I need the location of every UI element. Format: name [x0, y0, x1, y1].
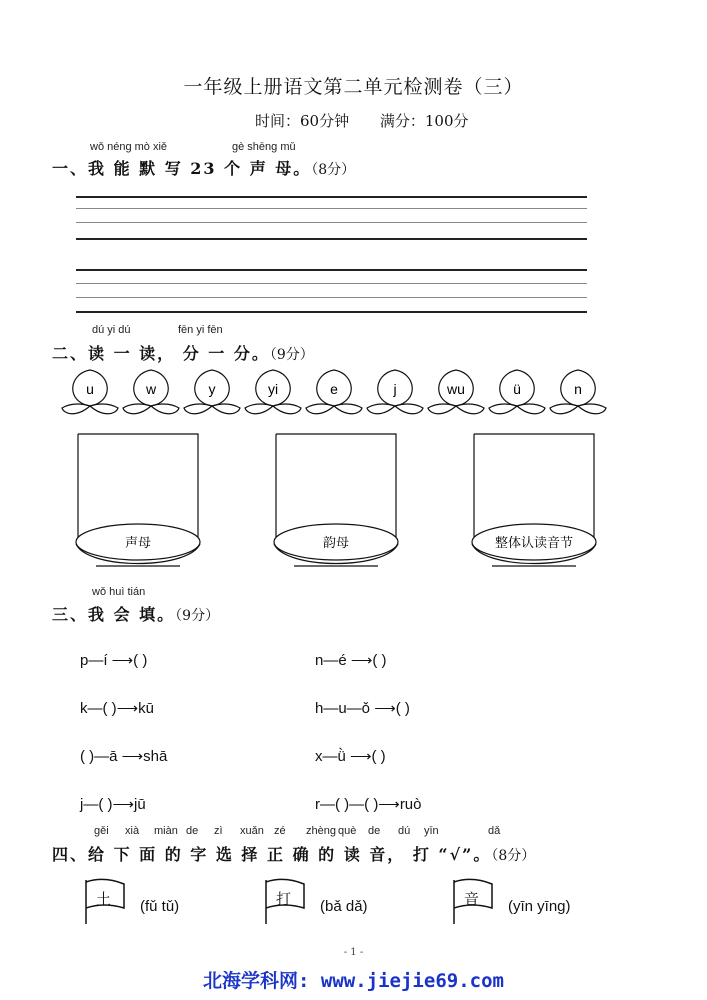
s4-pinyin: gěi [94, 825, 109, 837]
page-number: - 1 - [343, 947, 364, 958]
peach-label: w [145, 381, 157, 397]
fill-item-4[interactable]: h—u—ǒ ⟶( ) [315, 700, 410, 717]
char-options[interactable]: (fǔ tǔ) [140, 898, 180, 915]
writing-line [76, 311, 587, 313]
char-options[interactable]: (bǎ dǎ) [320, 898, 368, 915]
exam-meta [255, 110, 495, 131]
fill-item-7[interactable]: j—( )⟶jū [80, 796, 146, 813]
s4-pinyin: dǎ [488, 825, 501, 837]
char-item-2 [264, 878, 368, 930]
peach-card[interactable] [123, 370, 179, 414]
bowl-box[interactable] [274, 434, 398, 566]
fill-item-6[interactable]: x—ǜ ⟶( ) [315, 748, 386, 765]
s4-heading [52, 842, 535, 865]
s1-pinyin-1: wǒ néng mò xiě [90, 141, 168, 153]
s4-pinyin: zé [274, 825, 286, 837]
peach-label: u [86, 381, 94, 397]
peach-label: e [330, 381, 338, 397]
bowl-box[interactable] [472, 434, 596, 566]
bowl-label: 声母 [124, 536, 152, 551]
bowl-row [70, 430, 610, 580]
time-limit: 时间：60分钟 [255, 112, 350, 130]
peach-card[interactable] [367, 370, 423, 414]
s2-heading [52, 341, 314, 364]
char-item-1 [84, 878, 180, 930]
s3-score: （9分） [175, 608, 220, 624]
peach-card[interactable] [62, 370, 118, 414]
s1-heading-text: 一、我 能 默 写 23 个 声 母。 [52, 159, 312, 178]
peach-row [60, 366, 620, 422]
s1-score: （8分） [311, 162, 356, 178]
char: 土 [96, 890, 112, 908]
s4-pinyin: zhèng [306, 825, 336, 837]
page-title: 一年级上册语文第二单元检测卷（三） [183, 76, 524, 98]
writing-line [76, 297, 587, 298]
peach-card[interactable] [306, 370, 362, 414]
s3-heading-text: 三、我 会 填。 [52, 605, 176, 624]
s4-pinyin: dú [398, 825, 411, 837]
s4-pinyin: xuǎn [240, 825, 264, 837]
bowl-box[interactable] [76, 434, 200, 566]
bowl-label: 韵母 [322, 536, 350, 551]
fill-item-3[interactable]: k—( )⟶kū [80, 700, 155, 717]
s2-heading-text: 二、读 一 读， 分 一 分。 [52, 344, 270, 363]
s4-pinyin: zì [214, 825, 223, 837]
fill-item-1[interactable]: p—í ⟶( ) [80, 652, 148, 669]
s4-pinyin: què [338, 825, 357, 837]
peach-label: yi [267, 381, 279, 397]
peach-label: n [574, 381, 582, 397]
writing-line [76, 208, 587, 209]
s3-heading [52, 602, 219, 625]
peach-label: ü [513, 381, 521, 397]
s4-pinyin: xià [125, 825, 140, 837]
peach-label: wu [447, 381, 465, 397]
peach-card[interactable] [489, 370, 545, 414]
writing-line [76, 269, 587, 271]
s4-pinyin: yīn [424, 825, 439, 837]
peach-card[interactable] [184, 370, 240, 414]
fill-item-8[interactable]: r—( )—( )⟶ruò [315, 796, 422, 813]
peach-label: j [393, 381, 397, 397]
s1-heading [52, 156, 355, 179]
s4-score: （8分） [491, 848, 536, 864]
writing-line [76, 222, 587, 223]
char-options[interactable]: (yīn yīng) [508, 898, 571, 915]
s4-pinyin: de [186, 825, 199, 837]
peach-label: y [208, 381, 216, 397]
char: 打 [276, 890, 292, 908]
bowl-label: 整体认读音节 [494, 536, 574, 551]
char-item-3 [452, 878, 571, 930]
s4-pinyin: miàn [154, 825, 178, 837]
s3-pinyin: wǒ huì tián [92, 586, 146, 598]
s2-pinyin-2: fēn yi fēn [178, 324, 223, 336]
char: 音 [464, 890, 480, 908]
writing-line [76, 283, 587, 284]
writing-line [76, 196, 587, 198]
peach-card[interactable] [550, 370, 606, 414]
peach-card[interactable] [245, 370, 301, 414]
s2-pinyin-1: dú yi dú [92, 324, 131, 336]
writing-line [76, 238, 587, 240]
fill-item-5[interactable]: ( )—ā ⟶shā [80, 748, 168, 765]
full-score: 满分：100分 [379, 112, 469, 130]
fill-item-2[interactable]: n—é ⟶( ) [315, 652, 387, 669]
peach-card[interactable] [428, 370, 484, 414]
s4-heading-text: 四、给 下 面 的 字 选 择 正 确 的 读 音， 打 “√”。 [52, 845, 492, 864]
s4-pinyin-row [94, 825, 614, 839]
s1-pinyin-2: gè shēng mǔ [232, 141, 296, 153]
s2-score: （9分） [269, 347, 314, 363]
s4-pinyin: de [368, 825, 381, 837]
footer-watermark[interactable]: 北海学科网: www.jiejie69.com [203, 970, 504, 992]
